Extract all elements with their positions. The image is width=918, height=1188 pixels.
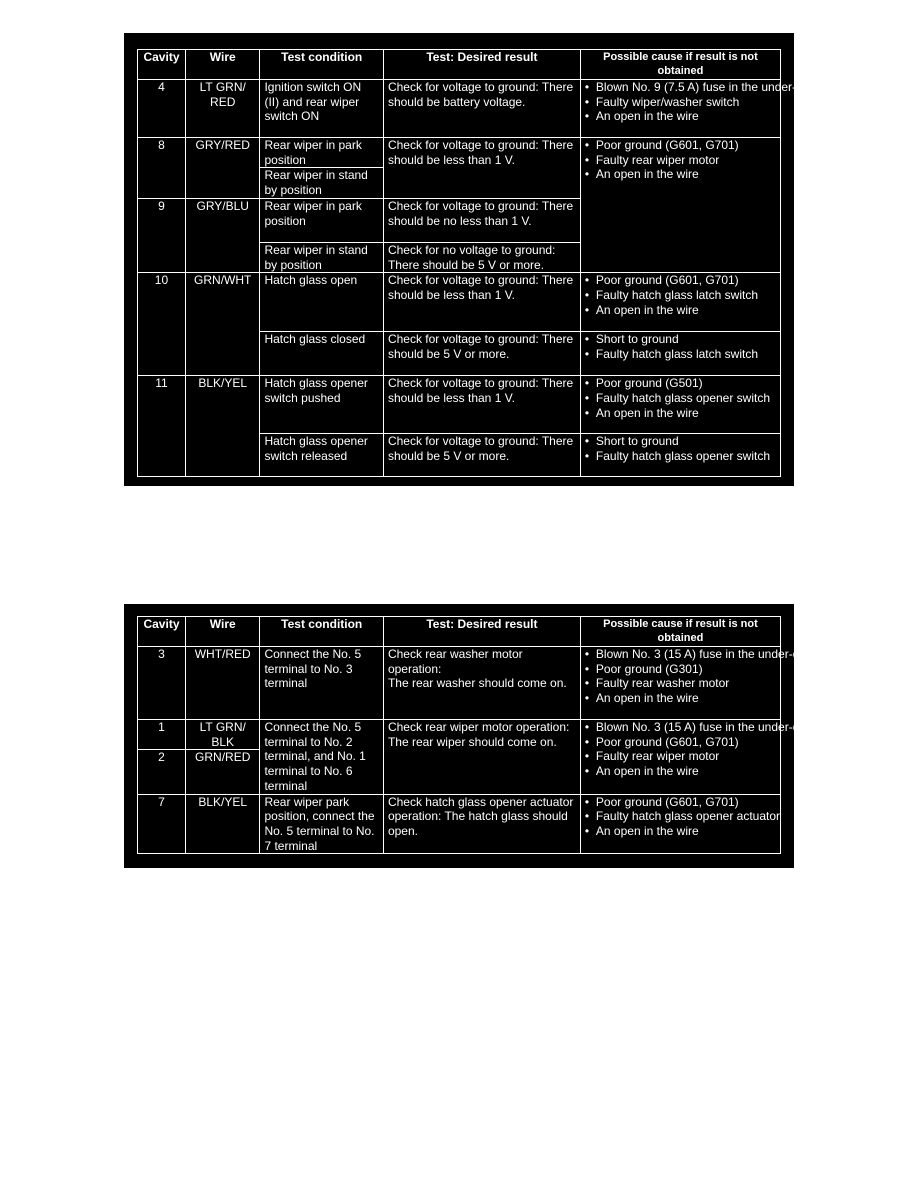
result-cell: Check for voltage to ground: There should be no less than 1 V.: [383, 198, 580, 242]
header-cavity: Cavity: [138, 617, 186, 647]
cause-item: • Faulty hatch glass latch switch: [585, 347, 776, 362]
cause-cell: [580, 376, 780, 434]
cause-item: • Short to ground: [585, 434, 776, 449]
result-cell: Check for voltage to ground: There should be 5 V or more.: [383, 434, 580, 477]
cause-cell: [580, 332, 780, 376]
result-line: The rear washer should come on.: [387, 676, 567, 691]
cause-item: • Poor ground (G601, G701): [585, 795, 776, 810]
header-desired-result: Test: Desired result: [383, 50, 580, 80]
cause-item: • Blown No. 3 (15 A) fuse in the under-dash fuse/relay box: [585, 647, 776, 662]
result-cell: Check for voltage to ground: There should be less than 1 V.: [383, 138, 580, 199]
condition-cell: Ignition switch ON (II) and rear wiper switch ON: [260, 80, 383, 138]
cause-item: • An open in the wire: [585, 109, 776, 124]
cavity-cell: 8: [138, 138, 186, 199]
table-row: [138, 376, 781, 434]
cause-item: • An open in the wire: [585, 303, 776, 318]
cause-cell: [580, 80, 901, 138]
table-row: [138, 794, 781, 854]
cause-cell: [580, 647, 897, 720]
cause-cell: [580, 273, 780, 332]
troubleshooting-table-2: [124, 604, 897, 868]
result-cell: Check rear wiper motor operation: The rear wiper should come on.: [383, 720, 580, 795]
cause-item: • Poor ground (G301): [585, 662, 776, 677]
condition-cell: Rear wiper in park position: [260, 198, 383, 242]
condition-cell: Hatch glass closed: [260, 332, 383, 376]
wire-cell: GRY/RED: [185, 138, 260, 199]
table-header-row: [138, 617, 781, 647]
condition-cell: Rear wiper park position, connect the No. 5 terminal to No. 7 terminal: [260, 794, 383, 854]
wire-cell: WHT/RED: [185, 647, 260, 720]
cause-item: • Poor ground (G501): [585, 376, 776, 391]
cause-item: • Faulty hatch glass opener actuator: [585, 809, 776, 824]
cause-item: • An open in the wire: [585, 691, 776, 706]
header-wire: Wire: [185, 617, 260, 647]
result-cell: Check hatch glass opener actuator operation: The hatch glass should open.: [383, 794, 580, 854]
header-test-condition: Test condition: [260, 50, 383, 80]
header-cavity: Cavity: [138, 50, 186, 80]
wire-cell: GRN/RED: [185, 750, 260, 794]
wire-cell: LT GRN/ BLK: [185, 720, 260, 750]
cause-item: • Poor ground (G601, G701): [585, 735, 776, 750]
wire-cell: BLK/YEL: [185, 794, 260, 854]
cavity-cell: 4: [138, 80, 186, 138]
table-header-row: [138, 50, 781, 80]
result-cell: Check for no voltage to ground: There should be 5 V or more.: [383, 242, 580, 272]
cause-item: • Faulty hatch glass latch switch: [585, 288, 776, 303]
result-cell: [383, 647, 580, 720]
cause-item: • Blown No. 3 (15 A) fuse in the under-dash fuse/relay box: [585, 720, 776, 735]
cause-cell: [580, 720, 897, 795]
cause-item: • An open in the wire: [585, 764, 776, 779]
cause-item: • Faulty hatch glass opener switch: [585, 391, 776, 406]
table-row: [138, 80, 781, 138]
result-line: Check rear washer motor operation:: [387, 647, 523, 676]
header-wire: Wire: [185, 50, 260, 80]
cavity-cell: 1: [138, 720, 186, 750]
result-cell: Check for voltage to ground: There should be less than 1 V.: [383, 376, 580, 434]
cavity-cell: 10: [138, 273, 186, 376]
table-row: [138, 138, 781, 168]
wire-cell: GRN/WHT: [185, 273, 260, 376]
cause-item: • Faulty rear washer motor: [585, 676, 776, 691]
condition-cell: Hatch glass opener switch released: [260, 434, 383, 477]
cause-item: • An open in the wire: [585, 167, 776, 182]
condition-cell: Hatch glass opener switch pushed: [260, 376, 383, 434]
condition-cell: Hatch glass open: [260, 273, 383, 332]
troubleshooting-table-1: [124, 33, 901, 486]
header-possible-cause: Possible cause if result is not obtained: [580, 617, 780, 647]
cause-item: • Faulty rear wiper motor: [585, 153, 776, 168]
condition-cell: Rear wiper in stand by position: [260, 242, 383, 272]
result-cell: Check for voltage to ground: There should be 5 V or more.: [383, 332, 580, 376]
result-cell: Check for voltage to ground: There should be less than 1 V.: [383, 273, 580, 332]
header-possible-cause: Possible cause if result is not obtained: [580, 50, 780, 80]
cause-item: • Poor ground (G601, G701): [585, 138, 776, 153]
cavity-cell: 3: [138, 647, 186, 720]
cause-cell: [580, 138, 780, 273]
cavity-cell: 9: [138, 198, 186, 272]
condition-cell: Rear wiper in park position: [260, 138, 383, 168]
table-row: [138, 720, 781, 750]
cavity-cell: 2: [138, 750, 186, 794]
cause-item: • Faulty hatch glass opener switch: [585, 449, 776, 464]
table-row: [138, 273, 781, 332]
condition-cell: Rear wiper in stand by position: [260, 168, 383, 198]
cause-item: • An open in the wire: [585, 406, 776, 421]
cavity-cell: 7: [138, 794, 186, 854]
cause-item: • Short to ground: [585, 332, 776, 347]
cause-cell: [580, 434, 780, 477]
test-table-2: [137, 616, 897, 854]
wire-cell: GRY/BLU: [185, 198, 260, 272]
cause-item: • Poor ground (G601, G701): [585, 273, 776, 288]
header-desired-result: Test: Desired result: [383, 617, 580, 647]
cause-item: • Faulty rear wiper motor: [585, 749, 776, 764]
table-row: [138, 647, 781, 720]
result-cell: Check for voltage to ground: There should be battery voltage.: [383, 80, 580, 138]
wire-cell: BLK/YEL: [185, 376, 260, 477]
wire-cell: LT GRN/ RED: [185, 80, 260, 138]
test-table-1: [137, 49, 901, 477]
header-test-condition: Test condition: [260, 617, 383, 647]
cause-item: • Faulty wiper/washer switch: [585, 95, 776, 110]
condition-cell: Connect the No. 5 terminal to No. 2 terminal, and No. 1 terminal to No. 6 terminal: [260, 720, 383, 795]
condition-cell: Connect the No. 5 terminal to No. 3 terminal: [260, 647, 383, 720]
cause-item: • Blown No. 9 (7.5 A) fuse in the under-dash fuse/relay box: [585, 80, 776, 95]
cause-item: • An open in the wire: [585, 824, 776, 839]
cavity-cell: 11: [138, 376, 186, 477]
cause-cell: [580, 794, 780, 854]
